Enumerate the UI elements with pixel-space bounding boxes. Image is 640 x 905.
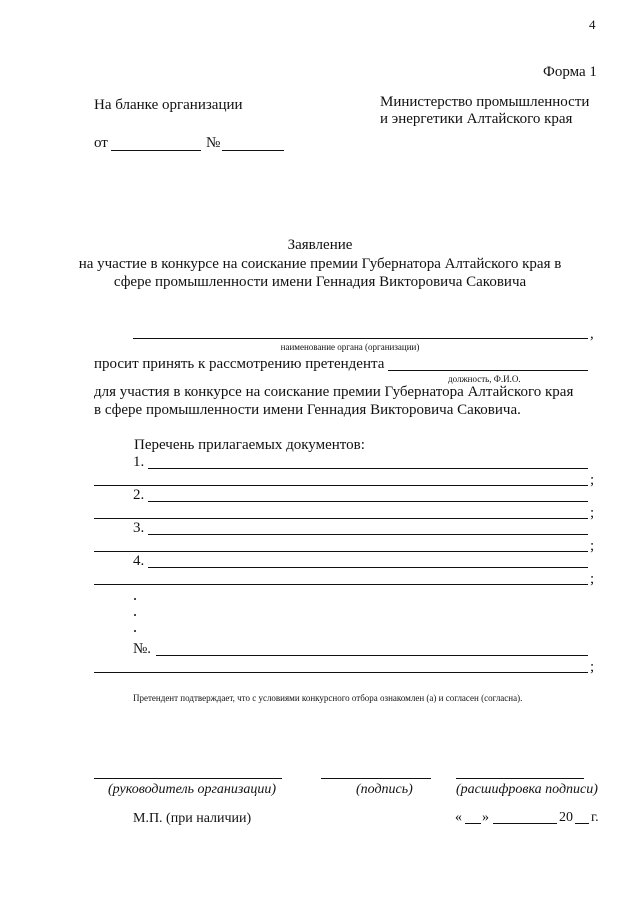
- candidate-line[interactable]: [388, 370, 588, 371]
- document-item-line[interactable]: [148, 534, 588, 535]
- organization-caption: наименование органа (организации): [280, 342, 420, 352]
- ellipsis-dot: [134, 614, 136, 616]
- date-open-quote: «: [455, 810, 462, 825]
- document-item-end: ;: [590, 659, 595, 675]
- head-caption: (руководитель организации): [108, 782, 276, 797]
- ellipsis-dot: [134, 598, 136, 600]
- document-item-line-cont[interactable]: [94, 672, 588, 673]
- document-item-line-cont[interactable]: [94, 584, 588, 585]
- documents-heading: Перечень прилагаемых документов:: [134, 437, 365, 453]
- head-signature-line[interactable]: [94, 778, 282, 779]
- document-title: Заявление: [287, 237, 353, 253]
- organization-name-line[interactable]: [133, 338, 588, 339]
- date-year-line[interactable]: [575, 823, 589, 824]
- document-item-label: 4.: [133, 553, 145, 569]
- confirmation-text: Претендент подтверждает, что с условиями конкурсного отбора ознакомлен (а) и согласен (согласна).: [133, 693, 523, 703]
- addressee-line2: и энергетики Алтайского края: [380, 111, 573, 127]
- addressee: [380, 94, 589, 128]
- signature-line[interactable]: [321, 778, 431, 779]
- from-label: от: [94, 135, 108, 151]
- document-item-label: 3.: [133, 520, 145, 536]
- document-item-line-cont[interactable]: [94, 551, 588, 552]
- document-subtitle-1: на участие в конкурсе на соискание премии Губернатора Алтайского края в: [78, 256, 562, 272]
- candidate-caption: должность, Ф.И.О.: [448, 374, 521, 384]
- document-item-line[interactable]: [156, 655, 588, 656]
- form-label: Форма 1: [543, 64, 597, 80]
- document-item-end: ;: [590, 538, 595, 554]
- date-year-prefix: 20: [559, 810, 573, 825]
- letterhead-note: На бланке организации: [94, 97, 243, 113]
- purpose-line-2: в сфере промышленности имени Геннадия Викторовича Саковича.: [94, 402, 521, 418]
- signature-caption: (подпись): [356, 782, 413, 797]
- document-item-line[interactable]: [148, 468, 588, 469]
- addressee-line1: Министерство промышленности: [380, 94, 590, 110]
- date-month-line[interactable]: [493, 823, 557, 824]
- document-item-end: ;: [590, 571, 595, 587]
- stamp-note: М.П. (при наличии): [133, 811, 252, 826]
- request-text: просит принять к рассмотрению претендента: [94, 356, 385, 372]
- document-item-line-cont[interactable]: [94, 518, 588, 519]
- number-line[interactable]: [222, 150, 284, 151]
- date-year-suffix: г.: [591, 810, 599, 825]
- document-item-label: 2.: [133, 487, 145, 503]
- org-comma: ,: [590, 326, 594, 342]
- document-item-end: ;: [590, 472, 595, 488]
- date-close-quote: »: [482, 810, 489, 825]
- document-item-line-cont[interactable]: [94, 485, 588, 486]
- date-line[interactable]: [111, 150, 201, 151]
- document-item-label: 1.: [133, 454, 145, 470]
- date-day-line[interactable]: [465, 823, 481, 824]
- decoding-line[interactable]: [456, 778, 584, 779]
- decoding-caption: (расшифровка подписи): [456, 782, 598, 797]
- document-item-line[interactable]: [148, 501, 588, 502]
- document-item-label: №.: [133, 641, 152, 657]
- document-subtitle-2: сфере промышленности имени Геннадия Викторовича Саковича: [113, 274, 527, 290]
- document-item-line[interactable]: [148, 567, 588, 568]
- page-number: 4: [589, 17, 596, 32]
- purpose-line-1: для участия в конкурсе на соискание премии Губернатора Алтайского края: [94, 384, 574, 400]
- document-item-end: ;: [590, 505, 595, 521]
- ellipsis-dot: [134, 630, 136, 632]
- number-label: №: [206, 135, 221, 151]
